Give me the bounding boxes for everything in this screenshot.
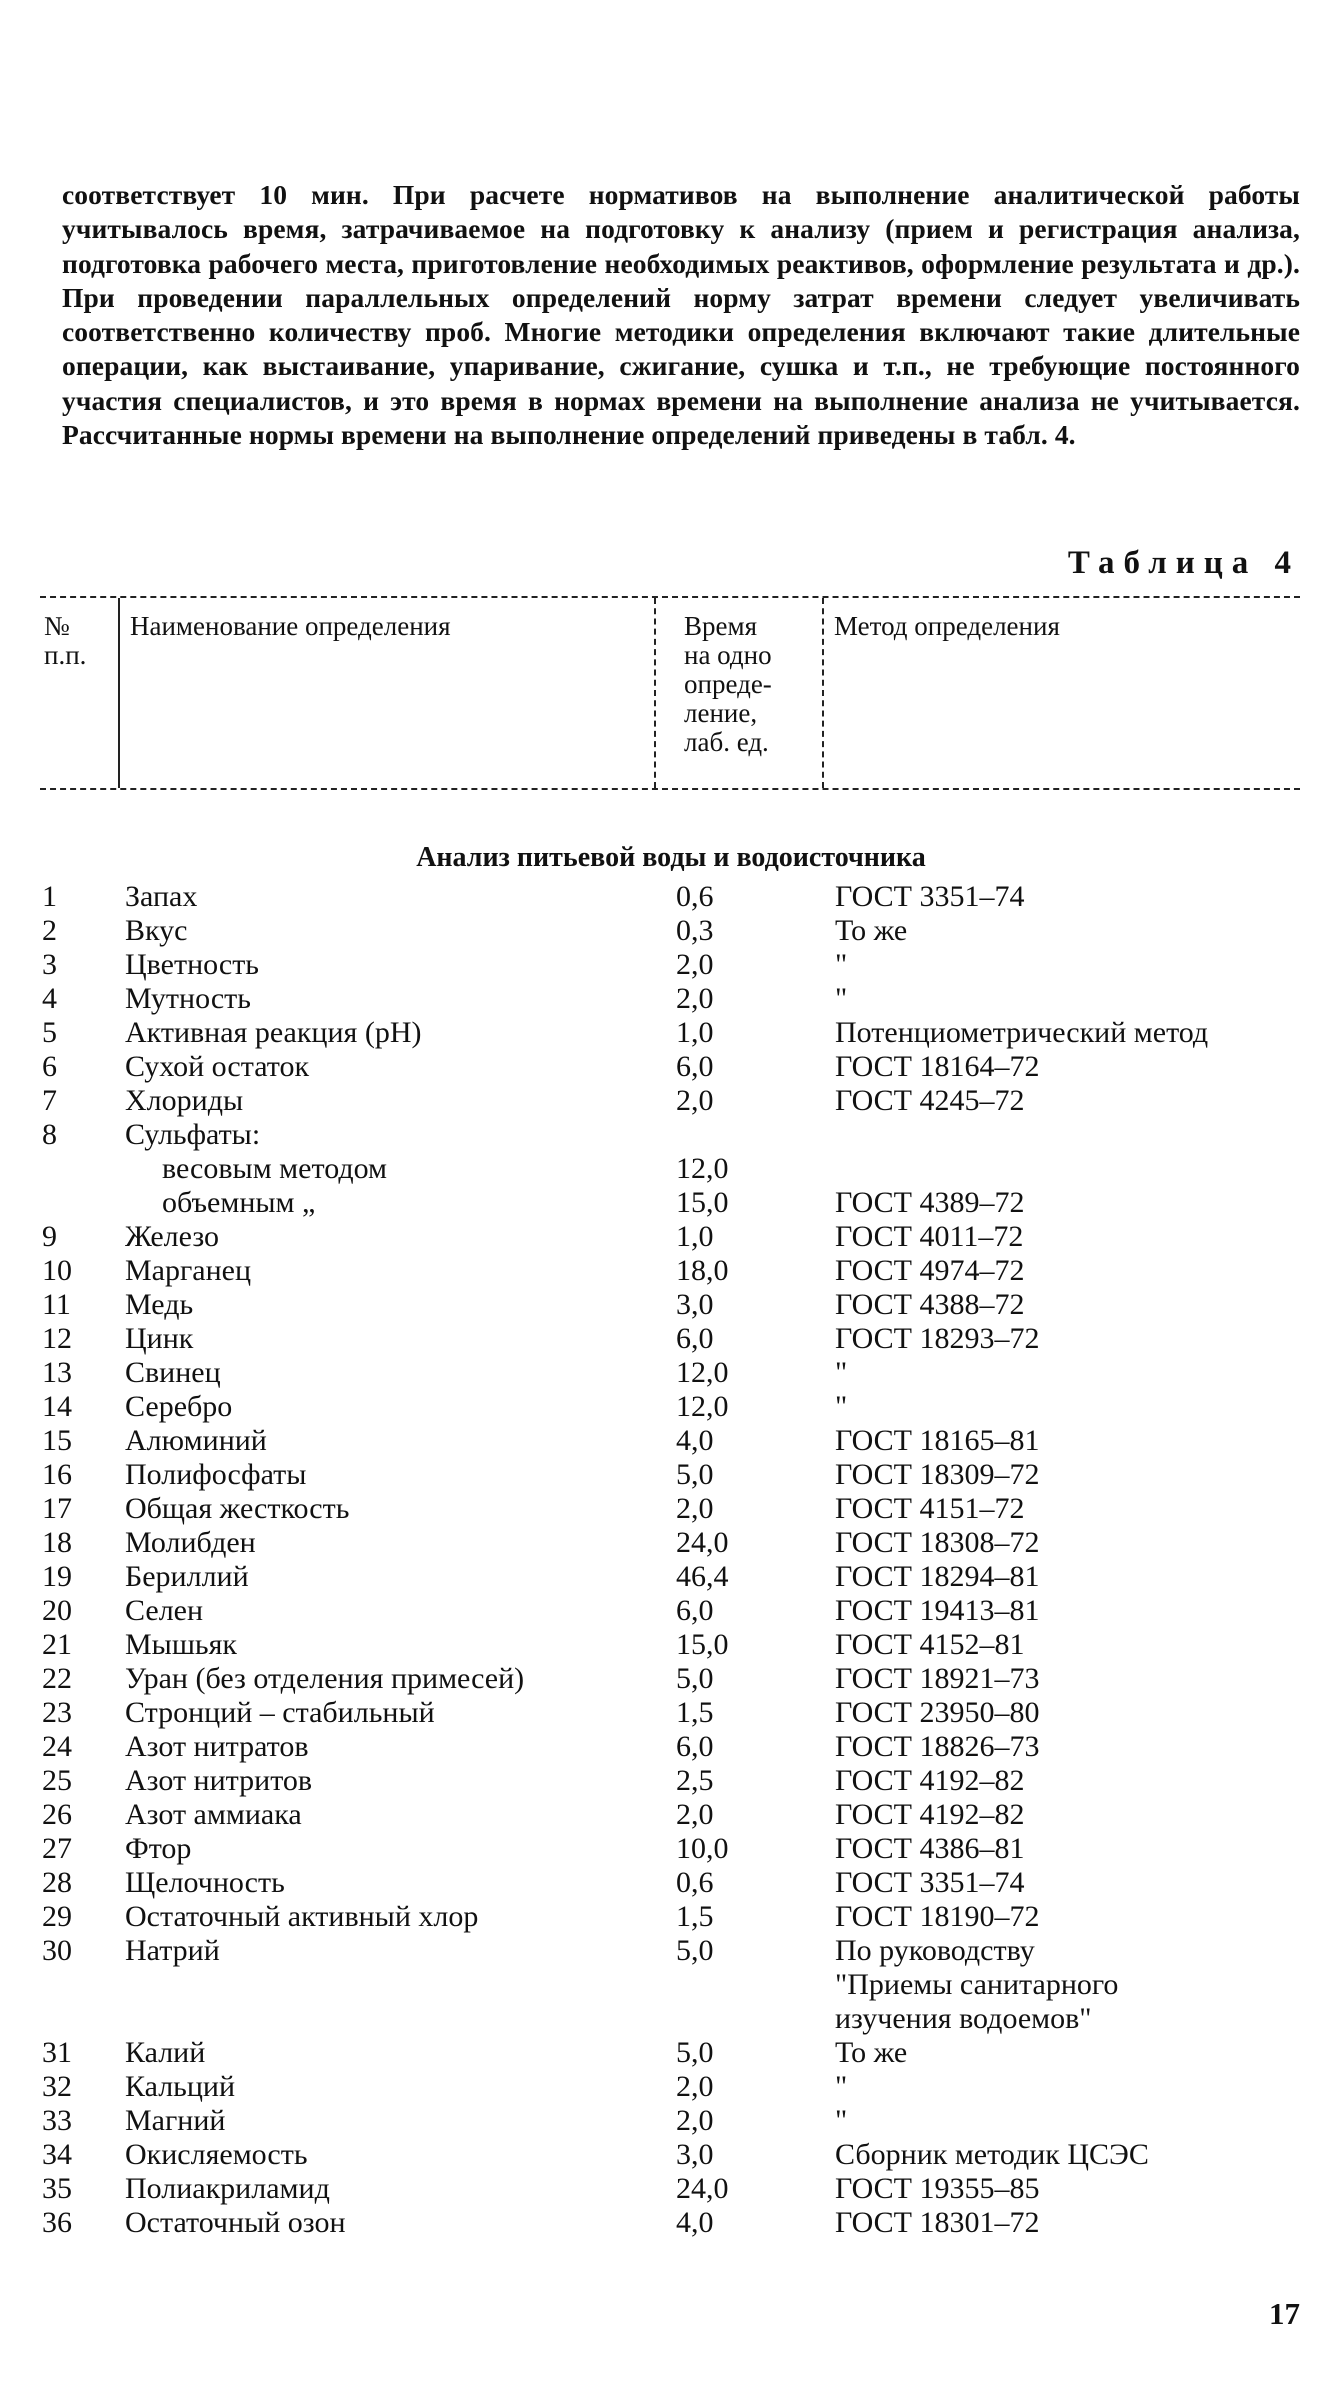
row-time: 2,0: [676, 1492, 714, 1525]
table-row: [0, 1152, 1342, 1186]
row-name: Калий: [125, 2036, 206, 2069]
row-method: По руководству: [835, 1934, 1035, 1967]
row-name: Бериллий: [125, 1560, 249, 1593]
row-name: объемным „: [162, 1186, 316, 1219]
row-number: 35: [42, 2172, 72, 2205]
row-name: Азот нитратов: [125, 1730, 309, 1763]
row-number: 19: [42, 1560, 72, 1593]
row-method: "Приемы санитарного: [835, 1968, 1119, 2001]
row-time: 12,0: [676, 1390, 729, 1423]
row-number: 22: [42, 1662, 72, 1695]
row-method: ГОСТ 18190–72: [835, 1900, 1040, 1933]
table-row: [0, 1900, 1342, 1934]
row-time: 24,0: [676, 2172, 729, 2205]
row-time: 10,0: [676, 1832, 729, 1865]
row-number: 36: [42, 2206, 72, 2239]
row-number: 30: [42, 1934, 72, 1967]
table-row: [0, 1118, 1342, 1152]
row-name: Железо: [125, 1220, 219, 1253]
row-time: 2,0: [676, 2104, 714, 2137]
header-name: Наименование определения: [130, 611, 451, 641]
table-row: [0, 2206, 1342, 2240]
row-name: Серебро: [125, 1390, 233, 1423]
table-row: [0, 1934, 1342, 1968]
row-time: 2,0: [676, 982, 714, 1015]
table-row: [0, 1866, 1342, 1900]
row-name: Общая жесткость: [125, 1492, 350, 1525]
table-row: [0, 1186, 1342, 1220]
row-time: 4,0: [676, 2206, 714, 2239]
header-divider: [822, 598, 824, 788]
row-number: 34: [42, 2138, 72, 2171]
row-method: ГОСТ 18294–81: [835, 1560, 1040, 1593]
row-name: Свинец: [125, 1356, 221, 1389]
row-name: Остаточный активный хлор: [125, 1900, 479, 1933]
row-name: Полифосфаты: [125, 1458, 307, 1491]
table-row: [0, 2104, 1342, 2138]
row-name: Азот аммиака: [125, 1798, 302, 1831]
table-row: [0, 1322, 1342, 1356]
row-number: 1: [42, 880, 57, 913]
row-method: ": [835, 948, 848, 981]
row-method: ГОСТ 18826–73: [835, 1730, 1040, 1763]
row-number: 15: [42, 1424, 72, 1457]
row-time: 18,0: [676, 1254, 729, 1287]
row-name: Алюминий: [125, 1424, 267, 1457]
row-time: 2,0: [676, 1084, 714, 1117]
row-name: Селен: [125, 1594, 204, 1627]
row-name: Цветность: [125, 948, 259, 981]
row-method: ": [835, 2104, 848, 2137]
row-method: Потенциометрический метод: [835, 1016, 1209, 1049]
row-name: Активная реакция (рН): [125, 1016, 422, 1049]
table-row: [0, 1356, 1342, 1390]
row-method: То же: [835, 2036, 908, 2069]
row-method: ГОСТ 4151–72: [835, 1492, 1025, 1525]
row-number: 2: [42, 914, 57, 947]
table-row: [0, 880, 1342, 914]
row-name: Стронций – стабильный: [125, 1696, 435, 1729]
row-method: ГОСТ 3351–74: [835, 880, 1025, 913]
row-name: Мышьяк: [125, 1628, 237, 1661]
row-number: 14: [42, 1390, 72, 1423]
row-time: 6,0: [676, 1594, 714, 1627]
row-number: 27: [42, 1832, 72, 1865]
row-name: Фтор: [125, 1832, 192, 1865]
row-number: 26: [42, 1798, 72, 1831]
row-method: ГОСТ 4192–82: [835, 1764, 1025, 1797]
row-number: 17: [42, 1492, 72, 1525]
page-number: 17: [1269, 2296, 1300, 2331]
row-time: 6,0: [676, 1730, 714, 1763]
table-row: [0, 914, 1342, 948]
row-time: 4,0: [676, 1424, 714, 1457]
row-name: Мутность: [125, 982, 251, 1015]
table-row: [0, 982, 1342, 1016]
row-name: Вкус: [125, 914, 188, 947]
row-name: Полиакриламид: [125, 2172, 330, 2205]
row-time: 2,0: [676, 1798, 714, 1831]
row-method: ": [835, 2070, 848, 2103]
table-row: [0, 1662, 1342, 1696]
row-time: 2,0: [676, 2070, 714, 2103]
row-number: 21: [42, 1628, 72, 1661]
row-method: ГОСТ 18301–72: [835, 2206, 1040, 2239]
row-method: изучения водоемов": [835, 2002, 1092, 2035]
section-title: Анализ питьевой воды и водоисточника: [416, 842, 926, 873]
table-row: [0, 1220, 1342, 1254]
row-time: 12,0: [676, 1152, 729, 1185]
row-number: 9: [42, 1220, 57, 1253]
row-method: ГОСТ 4974–72: [835, 1254, 1025, 1287]
row-number: 11: [42, 1288, 71, 1321]
row-time: 5,0: [676, 1458, 714, 1491]
row-number: 23: [42, 1696, 72, 1729]
table-row: [0, 1526, 1342, 1560]
row-number: 7: [42, 1084, 57, 1117]
table-row: [0, 1628, 1342, 1662]
table-row: [0, 1458, 1342, 1492]
row-method: ГОСТ 18165–81: [835, 1424, 1040, 1457]
row-method: ГОСТ 3351–74: [835, 1866, 1025, 1899]
row-time: 5,0: [676, 1662, 714, 1695]
header-divider: [118, 598, 120, 788]
row-name: Щелочность: [125, 1866, 285, 1899]
table-row: [0, 948, 1342, 982]
table-caption: Таблица 4: [1067, 545, 1300, 581]
row-number: 25: [42, 1764, 72, 1797]
table-row: [0, 1764, 1342, 1798]
row-time: 12,0: [676, 1356, 729, 1389]
row-number: 31: [42, 2036, 72, 2069]
row-time: 0,6: [676, 880, 714, 913]
row-number: 6: [42, 1050, 57, 1083]
row-time: 5,0: [676, 2036, 714, 2069]
row-time: 6,0: [676, 1050, 714, 1083]
row-name: Медь: [125, 1288, 194, 1321]
row-time: 1,5: [676, 1696, 714, 1729]
table-row: [0, 1798, 1342, 1832]
table-row: [0, 1696, 1342, 1730]
table-row: [0, 2138, 1342, 2172]
row-time: 3,0: [676, 2138, 714, 2171]
row-method: ГОСТ 18164–72: [835, 1050, 1040, 1083]
row-name: Кальций: [125, 2070, 236, 2103]
row-number: 33: [42, 2104, 72, 2137]
row-name: Хлориды: [125, 1084, 244, 1117]
row-method: ": [835, 982, 848, 1015]
row-name: Сухой остаток: [125, 1050, 310, 1083]
table-row: [0, 1492, 1342, 1526]
row-number: 16: [42, 1458, 72, 1491]
table-row: [0, 2172, 1342, 2206]
row-number: 4: [42, 982, 57, 1015]
row-name: Окисляемость: [125, 2138, 308, 2171]
row-method: ГОСТ 18308–72: [835, 1526, 1040, 1559]
table-row: [0, 2036, 1342, 2070]
row-time: 1,0: [676, 1016, 714, 1049]
table-row: [0, 1050, 1342, 1084]
row-time: 0,3: [676, 914, 714, 947]
row-time: 5,0: [676, 1934, 714, 1967]
row-name: Магний: [125, 2104, 226, 2137]
row-method: ГОСТ 4245–72: [835, 1084, 1025, 1117]
row-method: ГОСТ 18293–72: [835, 1322, 1040, 1355]
row-method: ГОСТ 4389–72: [835, 1186, 1025, 1219]
table-row: [0, 2070, 1342, 2104]
row-method: ГОСТ 4192–82: [835, 1798, 1025, 1831]
table-row: [0, 1016, 1342, 1050]
row-time: 6,0: [676, 1322, 714, 1355]
row-time: 15,0: [676, 1186, 729, 1219]
row-time: 24,0: [676, 1526, 729, 1559]
row-method: ГОСТ 18309–72: [835, 1458, 1040, 1491]
header-num: № п.п.: [44, 611, 87, 670]
row-name: Уран (без отделения примесей): [125, 1662, 525, 1695]
row-time: 2,5: [676, 1764, 714, 1797]
row-name: Марганец: [125, 1254, 252, 1287]
row-method: ГОСТ 4388–72: [835, 1288, 1025, 1321]
row-number: 10: [42, 1254, 72, 1287]
table-row: [0, 1084, 1342, 1118]
row-method: Сборник методик ЦСЭС: [835, 2138, 1149, 2171]
row-number: 32: [42, 2070, 72, 2103]
row-name: Запах: [125, 880, 198, 913]
table-row: [0, 1254, 1342, 1288]
row-method: ГОСТ 4386–81: [835, 1832, 1025, 1865]
table-row: [0, 1832, 1342, 1866]
row-method: То же: [835, 914, 908, 947]
table-row: [0, 1288, 1342, 1322]
row-number: 8: [42, 1118, 57, 1151]
row-number: 24: [42, 1730, 72, 1763]
row-time: 1,5: [676, 1900, 714, 1933]
row-number: 20: [42, 1594, 72, 1627]
header-method: Метод определения: [834, 611, 1060, 641]
table-row: [0, 1424, 1342, 1458]
row-number: 29: [42, 1900, 72, 1933]
row-name: Натрий: [125, 1934, 220, 1967]
row-number: 12: [42, 1322, 72, 1355]
row-time: 2,0: [676, 948, 714, 981]
row-number: 18: [42, 1526, 72, 1559]
table-body: [0, 880, 1342, 2240]
row-method: ": [835, 1390, 848, 1423]
header-divider: [654, 598, 656, 788]
row-name: Цинк: [125, 1322, 194, 1355]
row-time: 3,0: [676, 1288, 714, 1321]
row-number: 28: [42, 1866, 72, 1899]
row-time: 46,4: [676, 1560, 729, 1593]
row-method: ГОСТ 23950–80: [835, 1696, 1040, 1729]
row-time: 15,0: [676, 1628, 729, 1661]
table-row: [0, 1390, 1342, 1424]
row-method: ГОСТ 19355–85: [835, 2172, 1040, 2205]
table-row: [0, 1594, 1342, 1628]
row-name: Остаточный озон: [125, 2206, 346, 2239]
row-number: 3: [42, 948, 57, 981]
row-time: 1,0: [676, 1220, 714, 1253]
intro-paragraph: соответствует 10 мин. При расчете нормативов на выполнение аналитической работы учитывалось время, затрачиваемое на подготовку к анализу (прием и регистрация анализа, подготовка рабочего места, приготовление необходимых реактивов, оформление результата и др.). При проведении параллельных определений норму затрат времени следует увеличивать соответственно количеству проб. Многие методики определения включают такие длительные операции, как выстаивание, упаривание, сжигание, сушка и т.п., не требующие постоянного участия специалистов, и это время в нормах времени на выполнение анализа не учитывается. Рассчитанные нормы времени на выполнение определений приведены в табл. 4.: [62, 179, 1300, 451]
row-name: Азот нитритов: [125, 1764, 313, 1797]
table-row: [0, 1968, 1342, 2002]
table-row: [0, 1730, 1342, 1764]
table-row: [0, 2002, 1342, 2036]
row-method: ГОСТ 4011–72: [835, 1220, 1024, 1253]
row-name: весовым методом: [162, 1152, 387, 1185]
row-method: ": [835, 1356, 848, 1389]
row-name: Сульфаты:: [125, 1118, 261, 1151]
row-method: ГОСТ 19413–81: [835, 1594, 1040, 1627]
row-method: ГОСТ 4152–81: [835, 1628, 1025, 1661]
table-row: [0, 1560, 1342, 1594]
header-time: Время на одно опреде- ление, лаб. ед.: [684, 611, 772, 757]
row-number: 13: [42, 1356, 72, 1389]
row-method: ГОСТ 18921–73: [835, 1662, 1040, 1695]
row-name: Молибден: [125, 1526, 256, 1559]
row-number: 5: [42, 1016, 57, 1049]
table-header: [40, 596, 1300, 790]
row-time: 0,6: [676, 1866, 714, 1899]
